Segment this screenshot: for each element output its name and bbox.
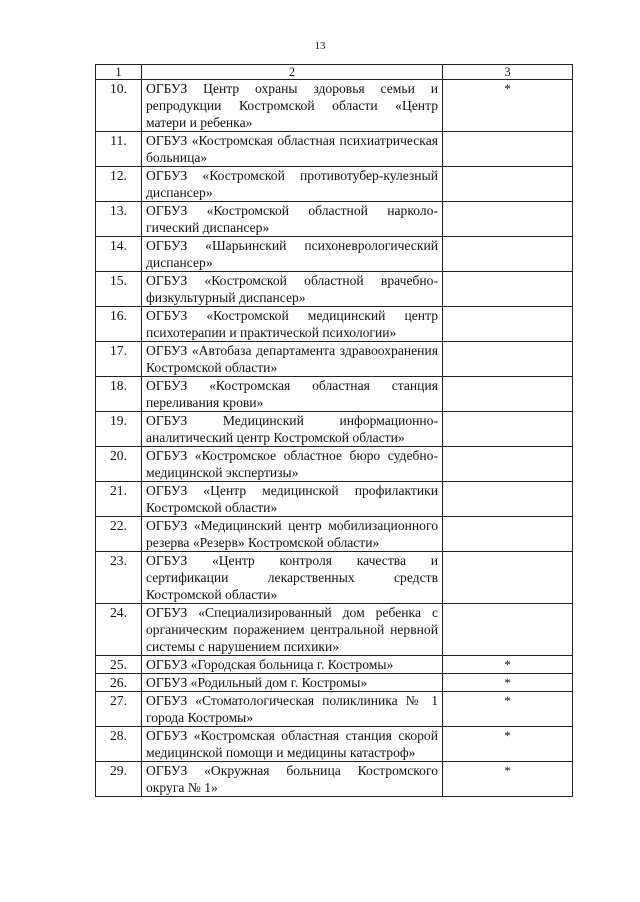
institution-name: ОГБУЗ «Автобаза департамента здравоохранения Костромской области»: [142, 342, 443, 377]
row-mark: [443, 552, 573, 604]
column-header-mark: 3: [443, 65, 573, 80]
institution-name: ОГБУЗ Центр охраны здоровья семьи и репродукции Костромской области «Центр матери и ребенка»: [142, 80, 443, 132]
table-row: [96, 727, 573, 762]
institution-name: ОГБУЗ «Костромской областной нарколо-гический диспансер»: [142, 202, 443, 237]
table-row: [96, 604, 573, 656]
table-row: [96, 237, 573, 272]
table-header-row: [96, 65, 573, 80]
row-number: 10.: [96, 80, 142, 132]
institution-name: ОГБУЗ «Костромское областное бюро судебно-медицинской экспертизы»: [142, 447, 443, 482]
row-number: 14.: [96, 237, 142, 272]
row-number: 19.: [96, 412, 142, 447]
row-mark: [443, 237, 573, 272]
institution-name: ОГБУЗ «Центр медицинской профилактики Костромской области»: [142, 482, 443, 517]
page-number: 13: [314, 40, 326, 52]
table-row: [96, 674, 573, 692]
institution-name: ОГБУЗ «Окружная больница Костромского округа № 1»: [142, 762, 443, 797]
row-number: 18.: [96, 377, 142, 412]
table-row: [96, 447, 573, 482]
row-number: 17.: [96, 342, 142, 377]
row-number: 20.: [96, 447, 142, 482]
institution-name: ОГБУЗ «Городская больница г. Костромы»: [142, 656, 443, 674]
institution-name: ОГБУЗ Медицинский информационно-аналитический центр Костромской области»: [142, 412, 443, 447]
institutions-table: [95, 64, 573, 797]
row-mark: *: [443, 656, 573, 674]
row-mark: [443, 202, 573, 237]
row-mark: [443, 482, 573, 517]
row-number: 24.: [96, 604, 142, 656]
table-row: [96, 412, 573, 447]
institution-name: ОГБУЗ «Центр контроля качества и сертификации лекарственных средств Костромской области»: [142, 552, 443, 604]
table-row: [96, 517, 573, 552]
institution-name: ОГБУЗ «Костромской противотубер-кулезный диспансер»: [142, 167, 443, 202]
institution-name: ОГБУЗ «Стоматологическая поликлиника № 1 города Костромы»: [142, 692, 443, 727]
row-mark: [443, 342, 573, 377]
institution-name: ОГБУЗ «Медицинский центр мобилизационного резерва «Резерв» Костромской области»: [142, 517, 443, 552]
row-number: 27.: [96, 692, 142, 727]
table-row: [96, 762, 573, 797]
row-number: 22.: [96, 517, 142, 552]
column-header-name: 2: [142, 65, 443, 80]
row-number: 25.: [96, 656, 142, 674]
table-row: [96, 552, 573, 604]
row-mark: [443, 132, 573, 167]
column-header-number: 1: [96, 65, 142, 80]
row-mark: [443, 167, 573, 202]
institution-name: ОГБУЗ «Родильный дом г. Костромы»: [142, 674, 443, 692]
table-row: [96, 656, 573, 674]
row-number: 16.: [96, 307, 142, 342]
row-number: 28.: [96, 727, 142, 762]
institution-name: ОГБУЗ «Костромской областной врачебно-физкультурный диспансер»: [142, 272, 443, 307]
table-row: [96, 307, 573, 342]
table-row: [96, 132, 573, 167]
row-mark: *: [443, 692, 573, 727]
table-row: [96, 342, 573, 377]
row-number: 29.: [96, 762, 142, 797]
row-mark: [443, 307, 573, 342]
row-mark: *: [443, 80, 573, 132]
institution-name: ОГБУЗ «Костромская областная станция скорой медицинской помощи и медицины катастроф»: [142, 727, 443, 762]
row-mark: [443, 377, 573, 412]
row-mark: *: [443, 762, 573, 797]
institution-name: ОГБУЗ «Специализированный дом ребенка с органическим поражением центральной нервной системы с нарушением психики»: [142, 604, 443, 656]
row-mark: [443, 604, 573, 656]
table-row: [96, 167, 573, 202]
row-mark: [443, 447, 573, 482]
table-row: [96, 692, 573, 727]
row-mark: [443, 272, 573, 307]
row-number: 12.: [96, 167, 142, 202]
row-number: 15.: [96, 272, 142, 307]
row-number: 11.: [96, 132, 142, 167]
row-mark: *: [443, 674, 573, 692]
row-mark: [443, 517, 573, 552]
row-mark: [443, 412, 573, 447]
institution-name: ОГБУЗ «Костромской медицинский центр психотерапии и практической психологии»: [142, 307, 443, 342]
institution-name: ОГБУЗ «Костромская областная психиатрическая больница»: [142, 132, 443, 167]
row-number: 13.: [96, 202, 142, 237]
row-number: 23.: [96, 552, 142, 604]
table-row: [96, 482, 573, 517]
table-row: [96, 377, 573, 412]
table-row: [96, 272, 573, 307]
row-number: 26.: [96, 674, 142, 692]
table-row: [96, 80, 573, 132]
institution-name: ОГБУЗ «Костромская областная станция переливания крови»: [142, 377, 443, 412]
table-row: [96, 202, 573, 237]
table-body: [96, 80, 573, 797]
row-number: 21.: [96, 482, 142, 517]
row-mark: *: [443, 727, 573, 762]
institution-name: ОГБУЗ «Шарьинский психоневрологический диспансер»: [142, 237, 443, 272]
